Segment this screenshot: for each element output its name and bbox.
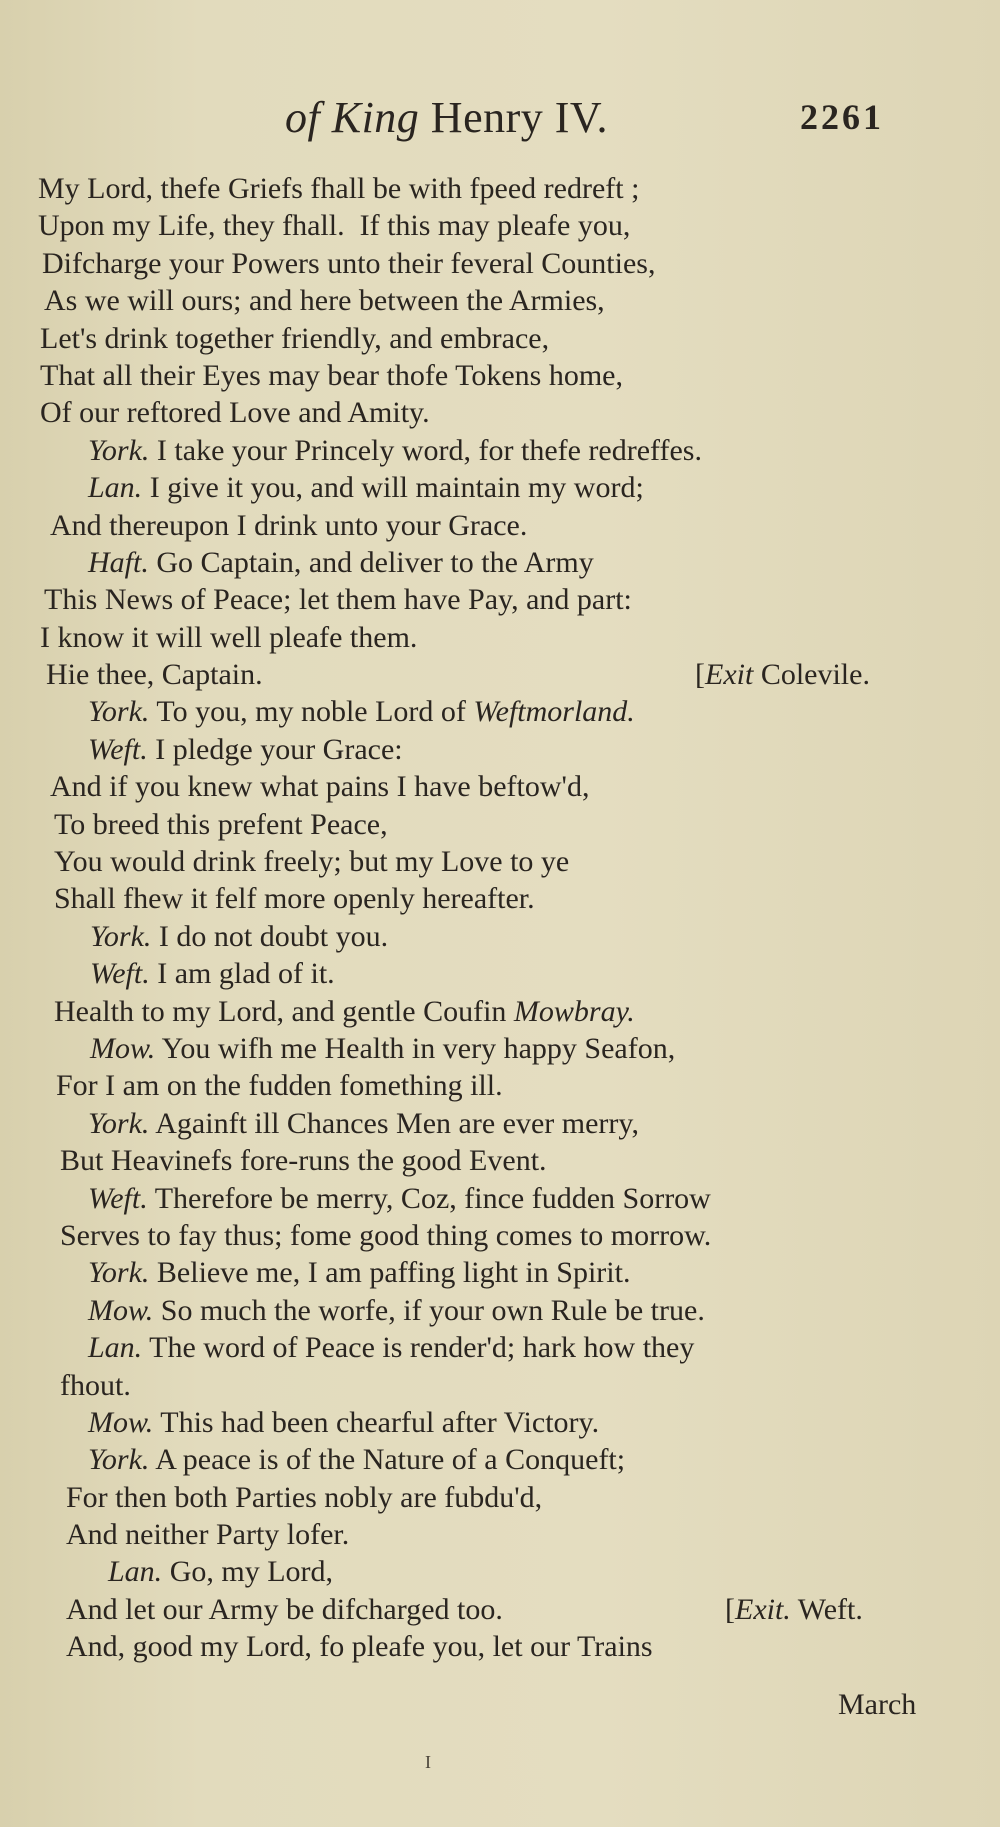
line-text: That all their Eyes may bear thofe Tokens home, bbox=[40, 358, 623, 392]
text-line bbox=[0, 693, 1000, 730]
line-text: Of our reftored Love and Amity. bbox=[40, 396, 430, 430]
text-line bbox=[0, 918, 1000, 955]
text-line bbox=[0, 619, 1000, 656]
text-line bbox=[0, 170, 1000, 207]
text-line bbox=[0, 394, 1000, 431]
speaker-name: Weft. bbox=[90, 957, 150, 991]
line-text: You wifh me Health in very happy Seafon, bbox=[155, 1031, 676, 1065]
text-line bbox=[0, 282, 1000, 319]
text-line bbox=[0, 1217, 1000, 1254]
line-text: And thereupon I drink unto your Grace. bbox=[50, 508, 528, 542]
speaker-name: York. bbox=[88, 1443, 150, 1477]
text-line bbox=[0, 1628, 1000, 1665]
text-line bbox=[0, 955, 1000, 992]
speaker-name: Lan. bbox=[88, 471, 143, 505]
text-line bbox=[0, 581, 1000, 618]
speaker-name: Lan. bbox=[88, 1331, 143, 1365]
italic-name: Weftmorland. bbox=[473, 695, 635, 729]
line-text: For I am on the fudden fomething ill. bbox=[56, 1069, 503, 1103]
speaker-name: Mow. bbox=[88, 1293, 154, 1327]
text-line bbox=[0, 1516, 1000, 1553]
line-text: Believe me, I am paffing light in Spirit. bbox=[149, 1256, 631, 1290]
speaker-name: Mow. bbox=[90, 1031, 156, 1065]
page-number: 2261 bbox=[800, 97, 884, 137]
line-text: Go, my Lord, bbox=[162, 1555, 334, 1589]
text-line bbox=[0, 1441, 1000, 1478]
line-text: I know it will well pleafe them. bbox=[40, 620, 418, 654]
line-text: A peace is of the Nature of a Conqueft; bbox=[149, 1443, 626, 1477]
speaker-name: Mow. bbox=[88, 1405, 154, 1439]
line-text: I do not doubt you. bbox=[151, 919, 389, 953]
line-text: Againft ill Chances Men are ever merry, bbox=[149, 1106, 639, 1140]
line-text: And let our Army be difcharged too. bbox=[66, 1592, 503, 1626]
line-text: Shall fhew it felf more openly hereafter. bbox=[54, 882, 535, 916]
line-text: But Heavinefs fore-runs the good Event. bbox=[60, 1144, 547, 1178]
text-line bbox=[0, 1180, 1000, 1217]
line-text: You would drink freely; but my Love to ye bbox=[54, 845, 570, 879]
text-line bbox=[0, 806, 1000, 843]
line-text: So much the worfe, if your own Rule be true. bbox=[153, 1293, 705, 1327]
line-text: Go Captain, and deliver to the Army bbox=[148, 545, 594, 579]
stage-direction: [Exit Colevile. bbox=[695, 658, 870, 692]
line-text: And, good my Lord, fo pleafe you, let our Trains bbox=[66, 1630, 653, 1664]
line-text: For then both Parties nobly are fubdu'd, bbox=[66, 1480, 543, 1514]
text-line bbox=[0, 544, 1000, 581]
text-line bbox=[0, 245, 1000, 282]
text-line bbox=[0, 469, 1000, 506]
text-line bbox=[0, 1553, 1000, 1590]
text-line bbox=[0, 731, 1000, 768]
text-line bbox=[0, 357, 1000, 394]
stage-direction-character: Weft. bbox=[797, 1592, 863, 1626]
catchword: March bbox=[838, 1688, 917, 1721]
line-text: I give it you, and will maintain my word; bbox=[142, 471, 644, 505]
speaker-name: Lan. bbox=[108, 1555, 163, 1589]
speaker-name: York. bbox=[88, 1256, 150, 1290]
line-text: This had been chearful after Victory. bbox=[153, 1405, 600, 1439]
line-text: I am glad of it. bbox=[149, 957, 335, 991]
text-line bbox=[0, 1367, 1000, 1404]
line-text: Hie thee, Captain. bbox=[46, 658, 263, 692]
text-line bbox=[0, 1591, 1000, 1628]
signature-mark: I bbox=[425, 1752, 431, 1772]
text-line bbox=[0, 768, 1000, 805]
line-text: As we will ours; and here between the Armies, bbox=[44, 284, 605, 318]
line-text: The word of Peace is render'd; hark how they bbox=[142, 1331, 695, 1365]
line-text: Serves to fay thus; fome good thing comes to morrow. bbox=[60, 1218, 712, 1252]
line-text: I take your Princely word, for thefe redreffes. bbox=[149, 433, 702, 467]
text-line bbox=[0, 1067, 1000, 1104]
speaker-name: Weft. bbox=[88, 1181, 148, 1215]
text-line bbox=[0, 1030, 1000, 1067]
speaker-name: Weft. bbox=[88, 732, 148, 766]
text-line bbox=[0, 1292, 1000, 1329]
line-text: To you, my noble Lord of bbox=[149, 695, 474, 729]
line-text: Let's drink together friendly, and embrace, bbox=[40, 321, 550, 355]
speaker-name: York. bbox=[88, 695, 150, 729]
text-line bbox=[0, 1479, 1000, 1516]
text-line bbox=[0, 880, 1000, 917]
text-line bbox=[0, 656, 1000, 693]
speaker-name: York. bbox=[88, 433, 150, 467]
stage-direction: [Exit. Weft. bbox=[725, 1592, 863, 1626]
title-main: Henry IV. bbox=[430, 93, 609, 142]
text-line bbox=[0, 843, 1000, 880]
line-text: This News of Peace; let them have Pay, and part: bbox=[44, 583, 632, 617]
stage-direction-exit: Exit. bbox=[735, 1592, 791, 1626]
line-text: And if you knew what pains I have beftow'd, bbox=[50, 770, 590, 804]
text-line bbox=[0, 1329, 1000, 1366]
line-text: Health to my Lord, and gentle Coufin bbox=[54, 994, 514, 1028]
line-text: Difcharge your Powers unto their feveral Counties, bbox=[42, 246, 656, 280]
text-line bbox=[0, 507, 1000, 544]
text-line bbox=[0, 432, 1000, 469]
play-text bbox=[0, 170, 1000, 1666]
line-text: Upon my Life, they fhall. If this may pleafe you, bbox=[38, 209, 631, 243]
speaker-name: York. bbox=[88, 1106, 150, 1140]
text-line bbox=[0, 1404, 1000, 1441]
line-text: My Lord, thefe Griefs fhall be with fpeed redreft ; bbox=[38, 172, 640, 205]
line-text: To breed this prefent Peace, bbox=[54, 807, 388, 841]
running-header bbox=[0, 92, 1000, 152]
line-text: I pledge your Grace: bbox=[147, 732, 403, 766]
line-text: fhout. bbox=[60, 1368, 131, 1402]
title-prefix: of King bbox=[285, 93, 420, 142]
italic-name: Mowbray. bbox=[513, 994, 635, 1028]
text-line bbox=[0, 207, 1000, 244]
text-line bbox=[0, 1142, 1000, 1179]
speaker-name: York. bbox=[90, 919, 152, 953]
stage-direction-exit: Exit bbox=[705, 658, 754, 692]
stage-direction-character: Colevile. bbox=[760, 658, 870, 692]
speaker-name: Haft. bbox=[88, 545, 149, 579]
text-line bbox=[0, 993, 1000, 1030]
running-title bbox=[285, 92, 608, 143]
text-line bbox=[0, 320, 1000, 357]
text-line bbox=[0, 1254, 1000, 1291]
line-text: Therefore be merry, Coz, fince fudden Sorrow bbox=[147, 1181, 711, 1215]
text-line bbox=[0, 1105, 1000, 1142]
line-text: And neither Party lofer. bbox=[66, 1518, 350, 1552]
